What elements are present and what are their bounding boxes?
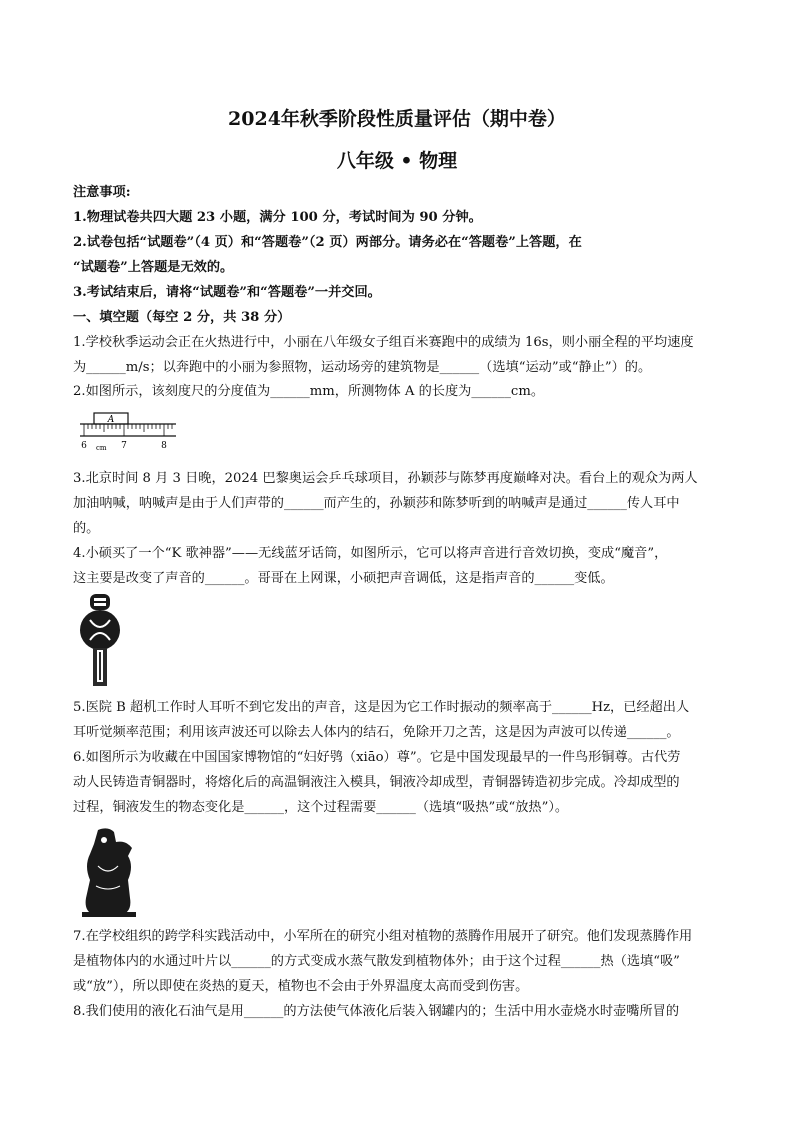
exam-subtitle: 八年级 • 物理 — [336, 150, 458, 172]
q3-line-2: 加油呐喊，呐喊声是由于人们声带的______而产生的，孙颖莎和陈梦听到的呐喊声是通过______传人耳中 — [73, 496, 680, 511]
q7-line-1: 7.在学校组织的跨学科实践活动中，小军所在的研究小组对植物的蒸腾作用展开了研究。他们发现蒸腾作用 — [73, 929, 693, 944]
ruler-unit: cm — [96, 444, 107, 452]
ruler-tick-7: 7 — [121, 441, 127, 451]
notes-line-1: 1.物理试卷共四大题 23 小题，满分 100 分，考试时间为 90 分钟。 — [73, 210, 482, 225]
owl-bronze-vessel-figure — [80, 826, 138, 918]
q7-line-3: 或“放”），所以即使在炎热的夏天，植物也不会由于外界温度太高而受到伤害。 — [73, 979, 529, 994]
section-heading: 一、填空题（每空 2 分，共 38 分） — [73, 310, 291, 325]
ruler-tick-8: 8 — [161, 441, 167, 451]
q2-line-1: 2.如图所示，该刻度尺的分度值为______mm，所测物体 A 的长度为______cm。 — [73, 384, 545, 399]
object-a-label: A — [107, 415, 115, 425]
q6-line-2: 动人民铸造青铜器时，将熔化后的高温铜液注入模具，铜液冷却成型，青铜器铸造初步完成。冷却成型的 — [73, 775, 680, 790]
exam-title: 2024年秋季阶段性质量评估（期中卷） — [228, 108, 566, 130]
ruler-figure — [76, 410, 186, 456]
q8-line-1: 8.我们使用的液化石油气是用______的方法使气体液化后装入钢罐内的；生活中用水壶烧水时壶嘴所冒的 — [73, 1004, 680, 1019]
q1-line-1: 1.学校秋季运动会正在火热进行中，小丽在八年级女子组百米赛跑中的成绩为 16s，则小丽全程的平均速度 — [73, 335, 694, 350]
q4-line-1: 4.小硕买了一个“K 歌神器”——无线蓝牙话筒，如图所示，它可以将声音进行音效切换，变成“魔音”， — [73, 546, 668, 561]
ruler-tick-6: 6 — [81, 441, 87, 451]
notes-line-3: “试题卷”上答题是无效的。 — [73, 260, 234, 275]
q7-line-2: 是植物体内的水通过叶片以______的方式变成水蒸气散发到植物体外；由于这个过程______热（选填“吸” — [73, 954, 680, 969]
q6-line-1: 6.如图所示为收藏在中国国家博物馆的“妇好鸮（xiāo）尊”。它是中国发现最早的一件鸟形铜尊。古代劳 — [73, 750, 681, 765]
q5-line-1: 5.医院 B 超机工作时人耳听不到它发出的声音，这是因为它工作时振动的频率高于______Hz，已经超出人 — [73, 700, 690, 715]
notes-heading: 注意事项: — [73, 185, 131, 200]
notes-line-2: 2.试卷包括“试题卷”（4 页）和“答题卷”（2 页）两部分。请务必在“答题卷”上答题，在 — [73, 235, 582, 250]
q1-line-2: 为______m/s；以奔跑中的小丽为参照物，运动场旁的建筑物是______（选填“运动”或“静止”）的。 — [73, 360, 652, 375]
q4-line-2: 这主要是改变了声音的______。哥哥在上网课，小硕把声音调低，这是指声音的______变低。 — [73, 571, 614, 586]
q3-line-3: 的。 — [73, 521, 100, 536]
karaoke-microphone-figure — [76, 594, 124, 688]
notes-line-4: 3.考试结束后，请将“试题卷”和“答题卷”一并交回。 — [73, 285, 381, 300]
q5-line-2: 耳听觉频率范围；利用该声波还可以除去人体内的结石，免除开刀之苦，这是因为声波可以传递______。 — [73, 725, 680, 740]
q3-line-1: 3.北京时间 8 月 3 日晚，2024 巴黎奥运会乒乓球项目，孙颖莎与陈梦再度巅峰对决。看台上的观众为两人 — [73, 471, 698, 486]
q6-line-3: 过程，铜液发生的物态变化是______，这个过程需要______（选填“吸热”或“放热”）。 — [73, 800, 569, 815]
